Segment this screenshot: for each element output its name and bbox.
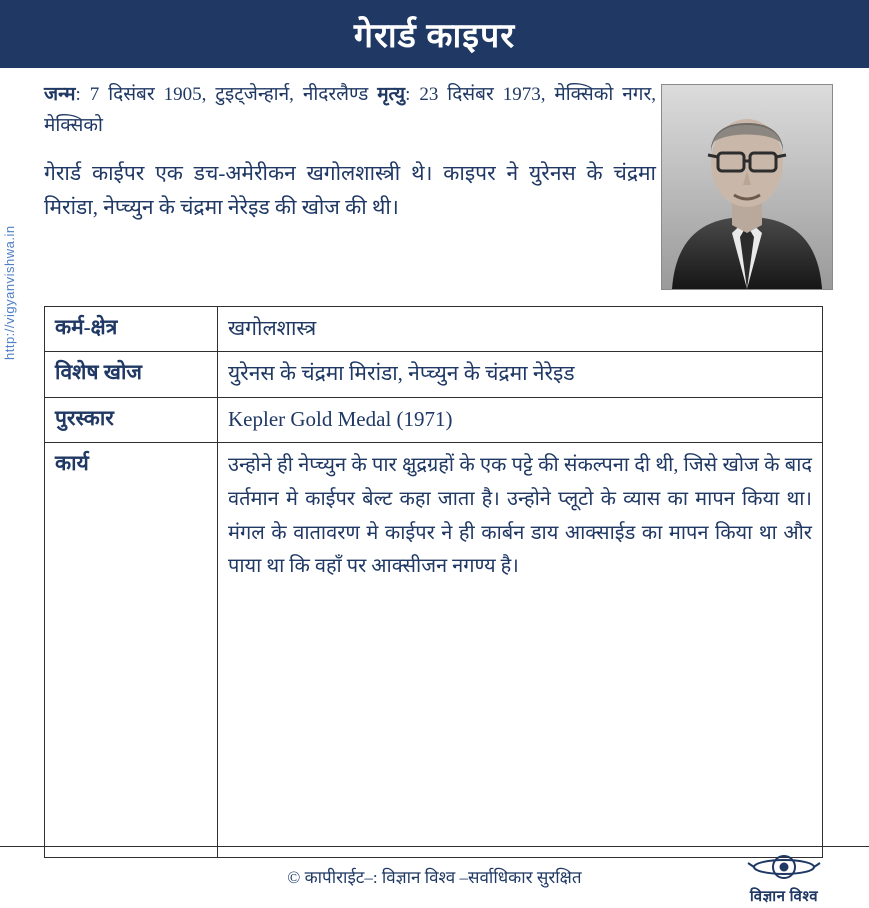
globe-icon	[747, 851, 821, 883]
info-table	[44, 306, 823, 858]
table-row	[45, 397, 823, 442]
page-title: गेरार्ड काइपर	[353, 18, 516, 55]
table-row-value: युरेनस के चंद्रमा मिरांडा, नेप्च्युन के चंद्रमा नेरेइड	[218, 352, 823, 397]
table-row-value: Kepler Gold Medal (1971)	[218, 397, 823, 442]
table-row-key: कार्य	[45, 443, 218, 858]
birth-value: : 7 दिसंबर 1905, टुइट्जेन्हार्न, नीदरलैण्ड	[75, 84, 378, 105]
table-row-key: पुरस्कार	[45, 397, 218, 442]
table-row-key: कर्म-क्षेत्र	[45, 307, 218, 352]
table-row-value: खगोलशास्त्र	[218, 307, 823, 352]
table-row	[45, 307, 823, 352]
site-logo-name: विज्ञान विश्व	[749, 889, 819, 905]
table-row	[45, 352, 823, 397]
page-header	[0, 0, 869, 68]
birth-label: जन्म	[44, 84, 76, 105]
site-url-link[interactable]: http://vigyanvishwa.in	[2, 225, 17, 360]
intro-section	[44, 80, 831, 290]
table-row-key: विशेष खोज	[45, 352, 218, 397]
death-value: : 23 दिसंबर 1973, मेक्सिको नगर, मेक्सिको	[44, 84, 656, 136]
death-label: मृत्यु	[377, 84, 406, 105]
site-logo[interactable]	[729, 851, 839, 906]
portrait-image	[661, 84, 833, 290]
table-row-value: उन्होने ही नेप्च्युन के पार क्षुद्रग्रहों के एक पट्टे की संकल्पना दी थी, जिसे खोज के बाद वर्तमान मे काईपर बेल्ट कहा जाता है। उन्होने प्लूटो के व्यास का मापन किया था। मंगल के वातावरण मे काईपर ने ही कार्बन डाय आक्साईड का मापन किया था और पाया था कि वहाँ पर आक्सीजन नगण्य है।	[218, 443, 823, 858]
birth-death-line	[44, 80, 656, 142]
document-body	[0, 68, 869, 858]
copyright-text: © कापीराईट–: विज्ञान विश्व –सर्वाधिकार सुरक्षित	[287, 868, 582, 887]
biography-paragraph: गेरार्ड काईपर एक डच-अमेरीकन खगोलशास्त्री थे। काइपर ने युरेनस के चंद्रमा मिरांडा, नेप्च्युन के चंद्रमा नेरेइड की खोज की थी।	[44, 160, 656, 219]
page-footer	[0, 846, 869, 908]
table-row	[45, 443, 823, 858]
